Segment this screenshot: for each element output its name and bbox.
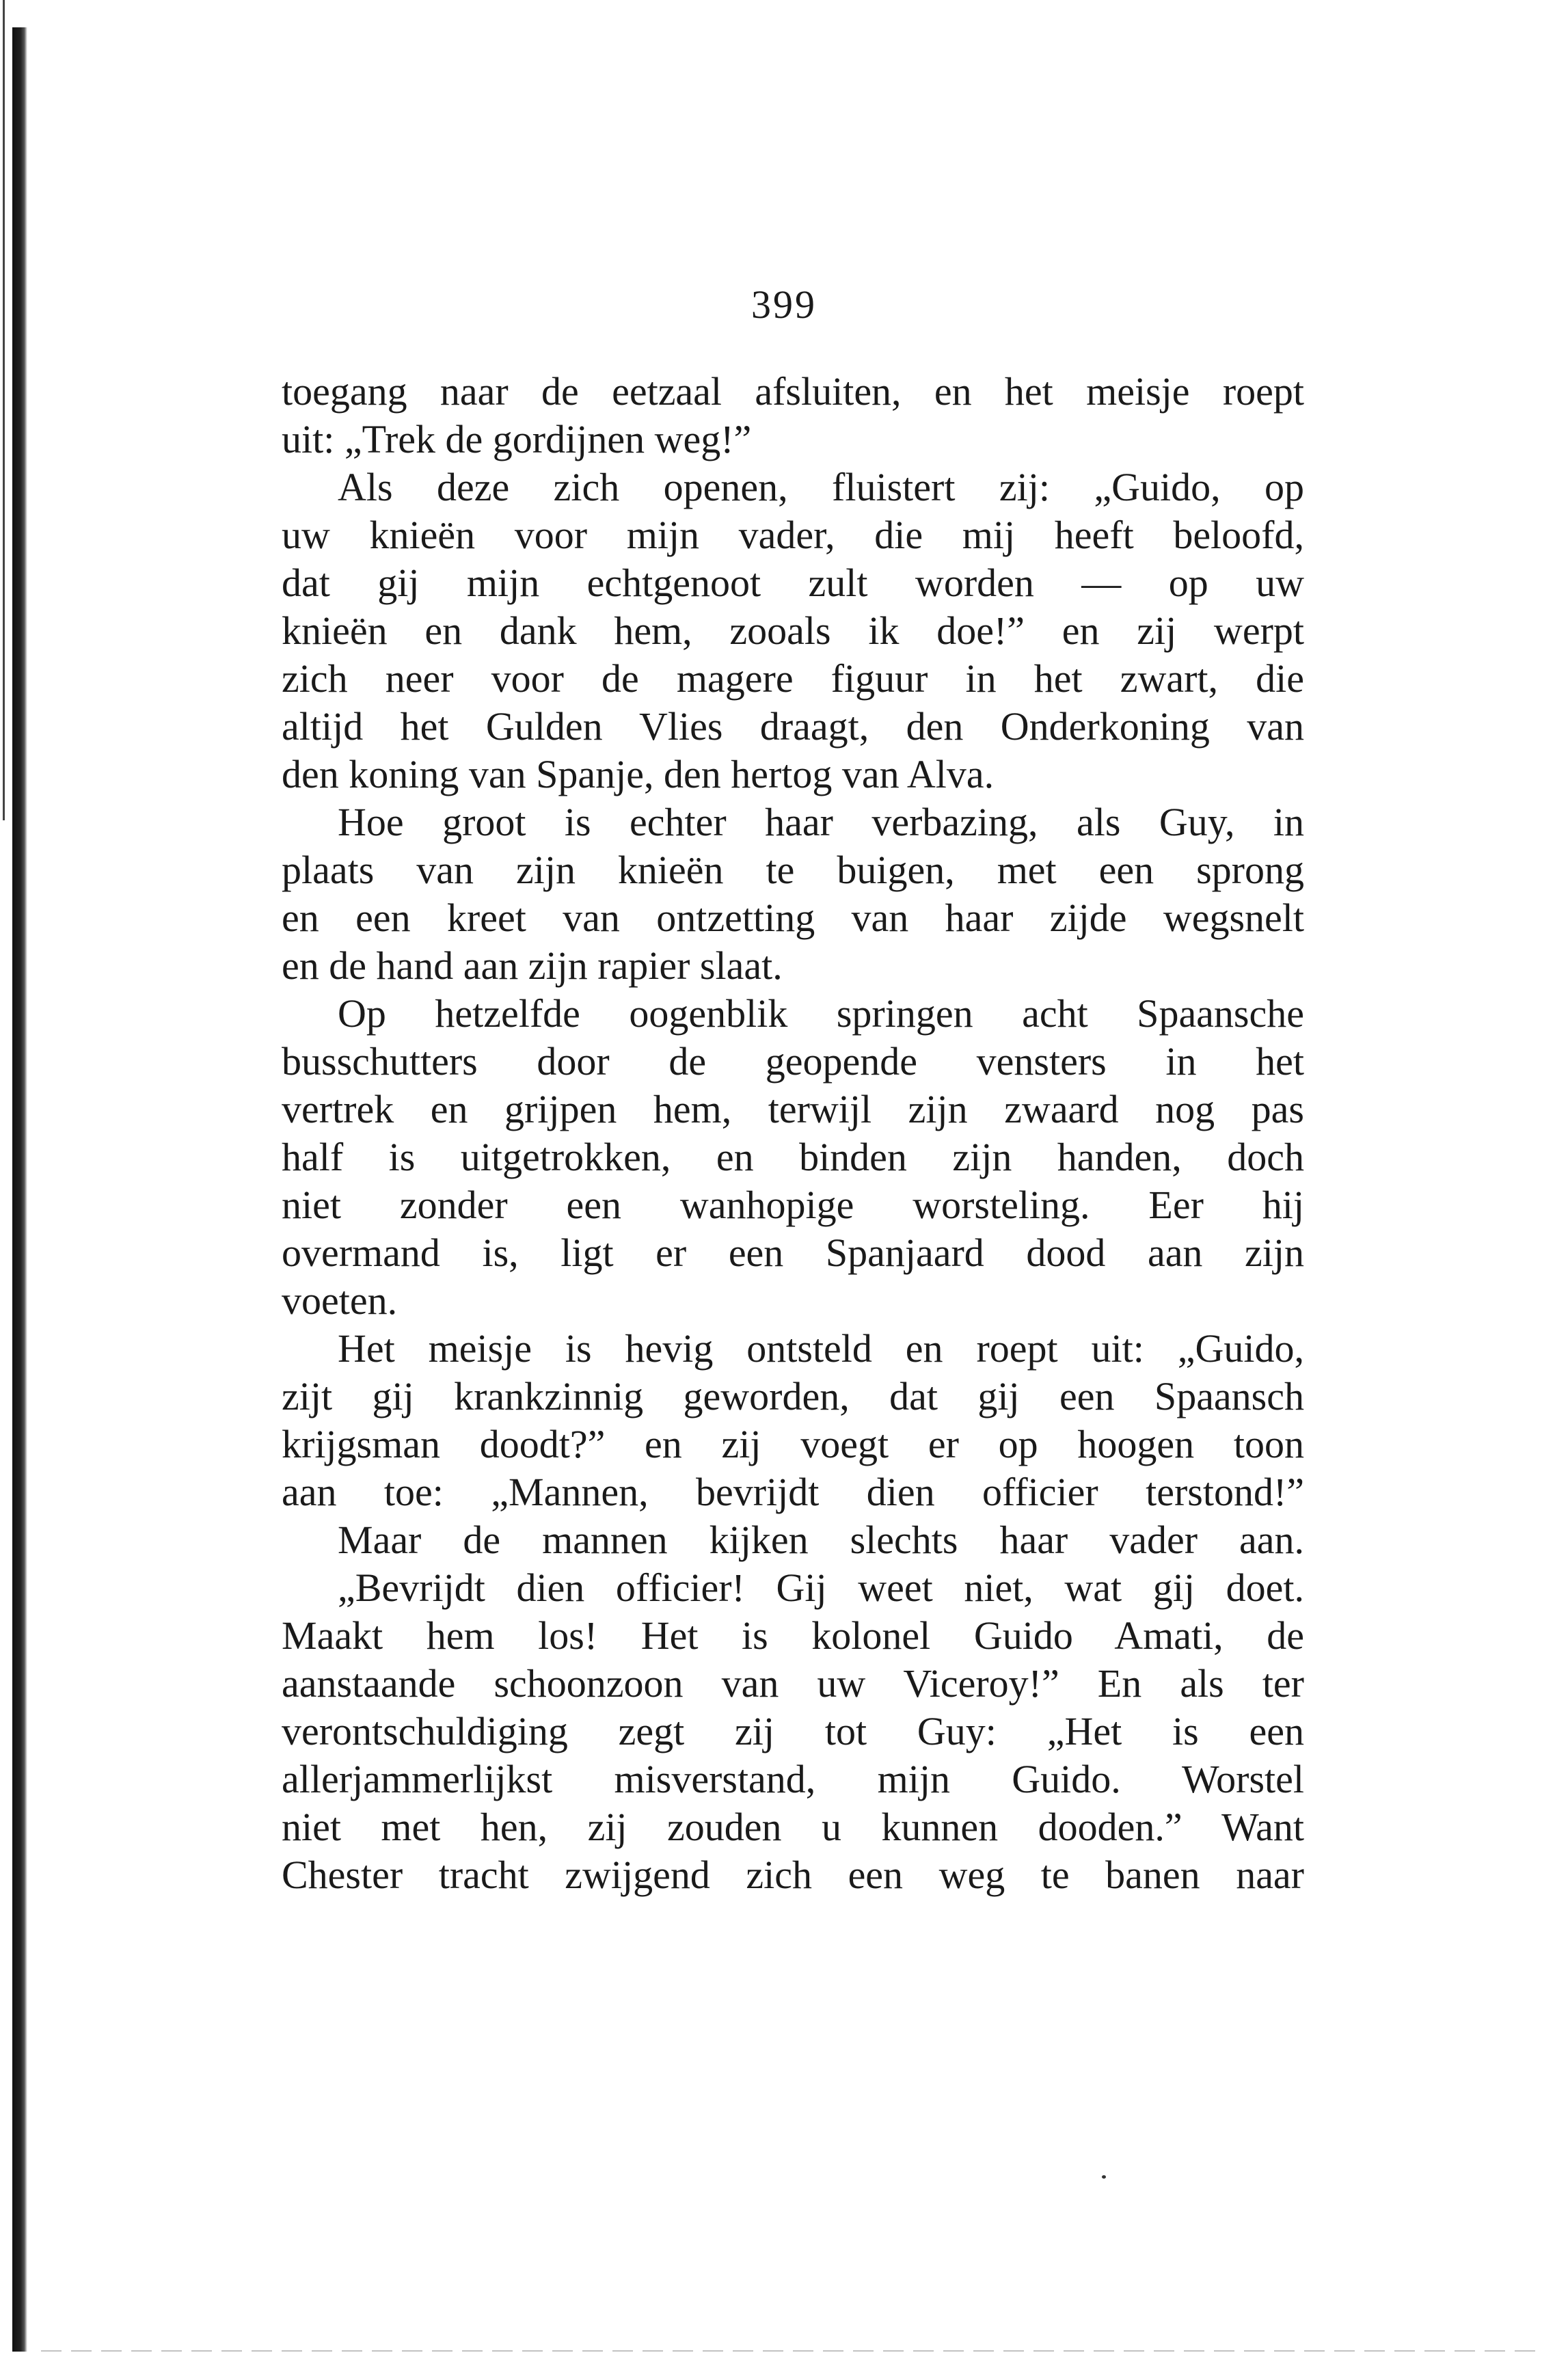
- text-line: voeten.: [282, 1278, 398, 1323]
- text-line: en de hand aan zijn rapier slaat.: [282, 943, 783, 988]
- text-line: niet met hen, zij zouden u kunnen dooden.” Want: [282, 1805, 1304, 1849]
- text-line: plaats van zijn knieën te buigen, met een sprong: [282, 848, 1304, 892]
- scan-bottom-edge: [41, 2350, 1541, 2352]
- binding-edge: [12, 27, 27, 2352]
- text-line: verontschuldiging zegt zij tot Guy: „Het is een: [282, 1709, 1304, 1753]
- text-line: knieën en dank hem, zooals ik doe!” en zij werpt: [282, 608, 1304, 653]
- page-number: 399: [751, 282, 817, 327]
- text-line: dat gij mijn echtgenoot zult worden — op uw: [282, 561, 1304, 605]
- text-line: niet zonder een wanhopige worsteling. Eer hij: [282, 1183, 1304, 1227]
- text-line: Als deze zich openen, fluistert zij: „Guido, op: [338, 465, 1304, 509]
- text-line: half is uitgetrokken, en binden zijn handen, doch: [282, 1135, 1304, 1179]
- text-line: overmand is, ligt er een Spanjaard dood aan zijn: [282, 1230, 1304, 1275]
- text-line: den koning van Spanje, den hertog van Alva.: [282, 752, 995, 796]
- text-line: krijgsman doodt?” en zij voegt er op hoogen toon: [282, 1422, 1304, 1466]
- text-line: toegang naar de eetzaal afsluiten, en het meisje roept: [282, 369, 1304, 414]
- text-line: Maakt hem los! Het is kolonel Guido Amati, de: [282, 1613, 1304, 1658]
- body-text: [282, 368, 1304, 1899]
- binding-edge-thin: [3, 0, 5, 820]
- text-line: zich neer voor de magere figuur in het zwart, die: [282, 656, 1304, 701]
- scan-speck: [1102, 2175, 1106, 2179]
- text-line: busschutters door de geopende vensters in het: [282, 1039, 1304, 1084]
- text-line: altijd het Gulden Vlies draagt, den Onderkoning van: [282, 704, 1304, 749]
- text-line: allerjammerlijkst misverstand, mijn Guido. Worstel: [282, 1757, 1304, 1801]
- text-line: uw knieën voor mijn vader, die mij heeft beloofd,: [282, 513, 1304, 557]
- text-line: en een kreet van ontzetting van haar zijde wegsnelt: [282, 896, 1304, 940]
- text-line: aanstaande schoonzoon van uw Viceroy!” En als ter: [282, 1661, 1304, 1706]
- text-line: zijt gij krankzinnig geworden, dat gij een Spaansch: [282, 1374, 1304, 1418]
- text-line: vertrek en grijpen hem, terwijl zijn zwaard nog pas: [282, 1087, 1304, 1131]
- text-line: aan toe: „Mannen, bevrijdt dien officier terstond!”: [282, 1470, 1304, 1514]
- text-line: Op hetzelfde oogenblik springen acht Spaansche: [338, 991, 1304, 1036]
- text-line: Het meisje is hevig ontsteld en roept uit: „Guido,: [338, 1326, 1304, 1371]
- text-line: Maar de mannen kijken slechts haar vader aan.: [338, 1518, 1304, 1562]
- text-line: Chester tracht zwijgend zich een weg te banen naar: [282, 1853, 1304, 1897]
- text-line: „Bevrijdt dien officier! Gij weet niet, wat gij doet.: [338, 1565, 1304, 1610]
- text-line: Hoe groot is echter haar verbazing, als Guy, in: [338, 800, 1304, 844]
- text-line: uit: „Trek de gordijnen weg!”: [282, 417, 752, 461]
